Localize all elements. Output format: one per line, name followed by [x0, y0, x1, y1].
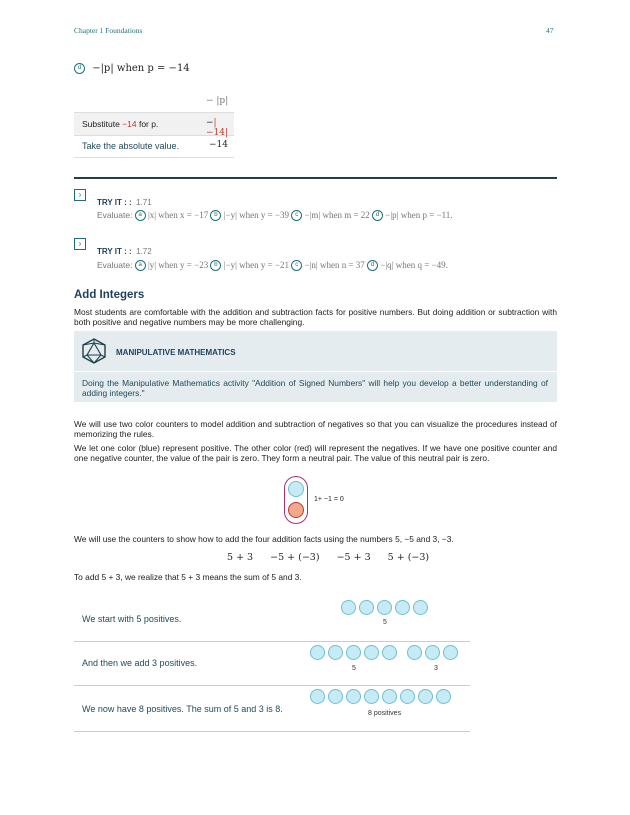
positive-counter [418, 689, 433, 704]
try-it-2-heading: TRY IT : : 1.72 [97, 247, 152, 256]
row-value: −14 [209, 140, 228, 150]
positive-counter [364, 689, 379, 704]
paragraph-to-add: To add 5 + 3, we realize that 5 + 3 means the sum of 5 and 3. [74, 572, 302, 582]
positive-counter [425, 645, 440, 660]
table-row [74, 135, 234, 158]
paragraph-intro: Most students are comfortable with the addition and subtraction facts for positive numbers. But doing addition or subtraction with both positive and negative numbers may be more challenging. [74, 307, 557, 328]
positive-counter [346, 689, 361, 704]
page-number: 47 [546, 26, 554, 35]
neutral-pair-label: 1+ −1 = 0 [314, 496, 344, 503]
row-value: −|−14| [206, 118, 229, 138]
section-divider [74, 177, 557, 179]
marker-d: d [74, 63, 85, 74]
positive-counter [382, 689, 397, 704]
positive-counter [364, 645, 379, 660]
positive-counter [395, 600, 410, 615]
positive-counter [328, 645, 343, 660]
negative-counter [288, 502, 304, 518]
positive-counter [436, 689, 451, 704]
manipulative-title: MANIPULATIVE MATHEMATICS [116, 348, 236, 357]
addition-facts: 5 + 3 −5 + (−3) −5 + 3 5 + (−3) [227, 552, 430, 563]
positive-counter [407, 645, 422, 660]
row-label: Substitute −14 for p. [82, 119, 159, 129]
positive-counter [328, 689, 343, 704]
counter-group [310, 645, 461, 665]
example-row [74, 595, 470, 642]
positive-counter [310, 689, 325, 704]
example-text: We now have 8 positives. The sum of 5 and 3 is 8. [82, 704, 283, 714]
paragraph-colors: We let one color (blue) represent positive. The other color (red) will represent the negatives. If we have one positive counter and one negative counter, the value of the pair is zero. They form a neutral pair. The value of this neutral pair is zero. [74, 443, 557, 464]
positive-counter [359, 600, 374, 615]
positive-counter [288, 481, 304, 497]
chapter-header: Chapter 1 Foundations [74, 26, 143, 35]
try-it-2-exercise: Evaluate: a |y| when y = −23 b |−y| when y = −21 c −|n| when n = 37 d −|q| when q = −49. [97, 260, 448, 270]
paragraph-four-facts: We will use the counters to show how to add the four addition facts using the numbers 5, −5 and 3, −3. [74, 534, 454, 544]
positive-counter [382, 645, 397, 660]
positive-counter [310, 645, 325, 660]
positive-counter [341, 600, 356, 615]
try-it-1-toggle[interactable]: › [74, 189, 86, 201]
example-row [74, 685, 470, 732]
counter-group [310, 689, 454, 709]
part-d-text: −|p| when p = −14 [92, 63, 190, 74]
row-label: Take the absolute value. [82, 141, 180, 151]
counter-group [341, 600, 431, 620]
positive-counter [413, 600, 428, 615]
neutral-pair-figure [284, 476, 308, 524]
example-text: We start with 5 positives. [82, 614, 182, 624]
table-top-expression: − |p| [206, 96, 229, 106]
counter-label: 5 [352, 665, 356, 672]
counter-label: 3 [434, 665, 438, 672]
example-row [74, 641, 470, 686]
positive-counter [377, 600, 392, 615]
part-d-heading [74, 63, 190, 74]
positive-counter [400, 689, 415, 704]
example-text: And then we add 3 positives. [82, 658, 198, 668]
counter-label: 8 positives [368, 710, 402, 717]
positive-counter [346, 645, 361, 660]
try-it-2-toggle[interactable]: › [74, 238, 86, 250]
try-it-1-exercise: Evaluate: a |x| when x = −17 b |−y| when y = −39 c −|m| when m = 22 d −|p| when p = −11. [97, 210, 453, 220]
manipulative-text: Doing the Manipulative Mathematics activity "Addition of Signed Numbers" will help you develop a better understanding of adding integers." [82, 378, 548, 399]
counter-label: 5 [383, 619, 387, 626]
positive-counter [443, 645, 458, 660]
section-title: Add Integers [74, 289, 145, 301]
box-divider [74, 371, 557, 372]
manipulative-box [74, 331, 557, 402]
table-row [74, 112, 234, 136]
paragraph-counters: We will use two color counters to model addition and subtraction of negatives so that you can visualize the procedures instead of memorizing the rules. [74, 419, 557, 440]
icosahedron-icon [82, 338, 106, 364]
try-it-1-heading: TRY IT : : 1.71 [97, 198, 152, 207]
